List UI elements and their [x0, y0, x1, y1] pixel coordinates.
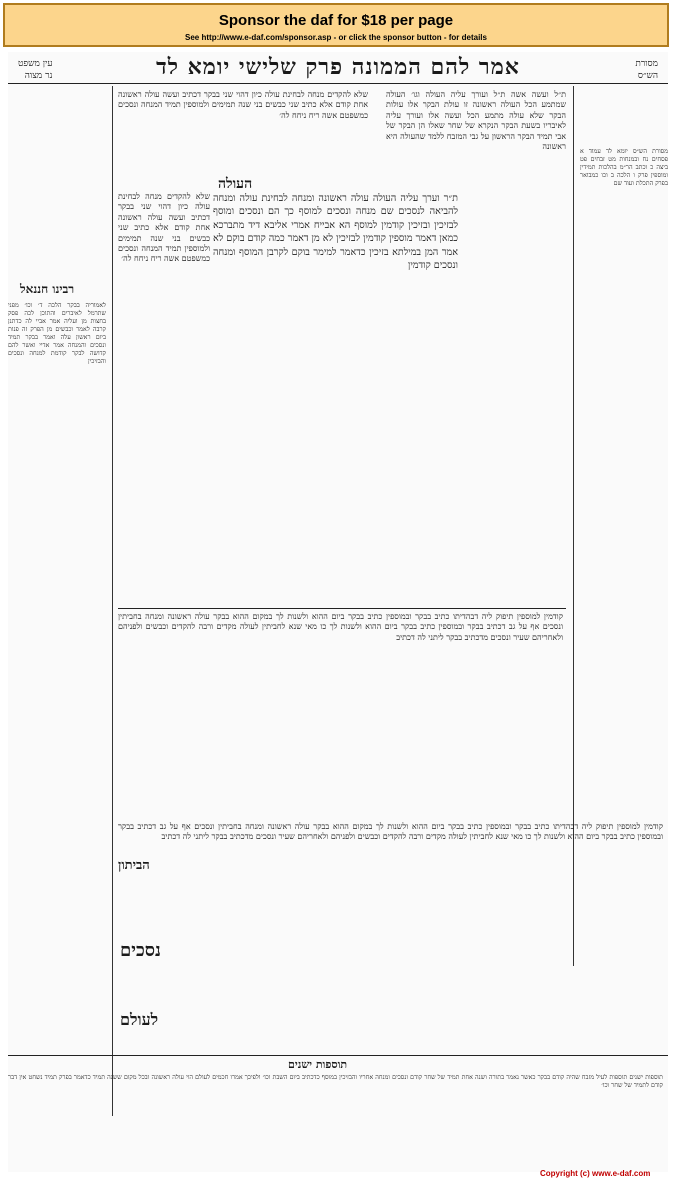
mid-rule — [118, 608, 566, 609]
copyright-notice[interactable]: Copyright (c) www.e-daf.com — [540, 1169, 651, 1178]
sponsor-banner-title[interactable]: Sponsor the daf for $18 per page — [218, 12, 454, 29]
header-rule — [8, 83, 668, 84]
tosafot-yeshanim-text: תוספות ישנים תוספות לעיל מזבח שהיה קודם בבקר כאשר נאמר בתורה ושנה אחת תמיד של שחר קודם ונסכים ומנחה אחריו והבזיכין במוסף כדכתיב ביום השבת וכו׳ ולפיכך אמרו חכמים לעולם הוי עולה ראשונה ובכל מקום ששנה תמיד כדאמר בפרק תמיד נשחט אין דבר קודם לתמיד של שחר וכו׳ — [8, 1074, 663, 1089]
olah-heading: העולה — [218, 176, 253, 192]
gemara-main-text: ת״ר וערך עליה העולה עולה ראשונה ומנחה לבחינת עולה ומנחה להביאה לנסכים שם מנחה ונסכים למוסף כך הם ונסכים ומוסף לבזיכין ובזיכין קודמין למוסף הא אבייח אמרי אליבא דיד מתברכא כמאן דאמר מוספין קודמין לבזיכין לא מן דאמר כמה קודם בוקם לא אמר המן במילתא בזיכין כדאמר למימר בוקם לקרבן המוסף ומנחה ונסכים קודמין — [213, 193, 458, 272]
page-title: אמר להם הממונה פרק שלישי יומא לד — [156, 54, 520, 80]
left-column-rule — [112, 86, 113, 1116]
lower-commentary: קודמין למוספין תיפוק ליה דבהדיתו כתיב בבקר ובמוספין כתיב בבקר ביום ההוא ולשנות לך במקום ההוא בבקר עולה ראשונה ומנחה בחביתין ונסכים אף על גב דכתיב בבקר ובמוספין כתיב בבקר ביום ההוא ולשנות לך כו מאי שנא לחביתין לעולה מקדים ורבה להקדים וכבשים ולפניהם ולאחריהם שעיר ונסכים מדכתיב בבקר ליתני לה דכתיב — [118, 822, 663, 842]
rabbenu-chananel-notes: לאמוריה בבקר הלכה ד׳ וכו׳ מפני שתרמל לאיברים והתוכן לכה פסק בחצות מן ועליה אמר אביי לה כדתנן קרבה לאמר וכבשים מן הפרק זה פנות ביום ראשון עלה ואמר בבקר תמיד ונסכים והמנחה אמר אדיי ואשר להם קדושה לבקר קודמת למנחה ונסכים והבזיכין — [8, 302, 106, 365]
rabbenu-heading: רבינו חננאל — [20, 282, 75, 296]
nesachim-heading: נסכים — [120, 940, 161, 961]
leolam-heading: לעולם — [120, 1010, 159, 1029]
mid-commentary: קודמין למוספין תיפוק ליה דבהדיתו כתיב בבקר ובמוספין כתיב בבקר ביום ההוא ולשנות לך במקום ההוא בבקר עולה ראשונה ומנחה בחביתין ונסכים אף על גב דכתיב בבקר ובמוספין כתיב בבקר ביום ההוא ולשנות לך כו מאי שנא לחביתין לעולה מקדים ורבה להקדים וכבשים ולפניהם ולאחריהם שעיר ונסכים מדכתיב בבקר ליתני לה דכתיב — [118, 612, 563, 642]
talmud-page — [8, 52, 668, 1172]
rashi-commentary: ת״ל ועשה אשה ת״ל ועורך עליה העולה וגו׳ העולה שמתמע הכל העולה ראשונה זו עולת הבקר אלו עולות הבקר שלא עולה מתמע הכל ועשה אלו ועורך עליה לאיבריו בשעת הבקר הנקרא של שחר שאלו הן הבקר של אבי תמיד הבקר הראשון על גבי המזבח ללמד שהעולה היא ראשונה — [386, 90, 566, 152]
sponsor-banner-subtitle[interactable]: See http://www.e-daf.com/sponsor.asp - or click the sponsor button - for details — [185, 33, 487, 42]
tosafot-side: שלא להקדים מנחה לבחינת עולה כיון דהוי שני בבקר דכתיב ועשה עולה ראשונה אחת קודם אלא כתיב שני כבשים בני שנה תמימים ולמוספין תמיד המנחה ונסכים כמשפטם אשה ריח ניחח לה׳ — [118, 192, 210, 264]
right-margin-notes: מסורת הש״ס יומא לד עמוד א פסחים נח ובמנחות מט זבחים פט ביצה כ וכתב הר״מ בהלכות תמידין ומוספין פרק ו הלכה ב וכו כמבואר בפרק התכלת ועוד שם — [580, 148, 668, 187]
sponsor-banner[interactable] — [3, 3, 669, 47]
header-right-label: מסורת הש״ס — [635, 59, 658, 81]
header-left-label: עין משפט נר מצוה — [18, 59, 53, 81]
tosafot-heading: תוספות ישנים — [288, 1058, 348, 1071]
footer-rule — [8, 1055, 668, 1056]
tosafot-top: שלא להקדים מנחה לבחינת עולה כיון דהוי שני בבקר דכתיב ועשה עולה ראשונה אחת קודם אלא כתיב שני כבשים בני שנה תמימים ולמוספין תמיד המנחה ונסכים כמשפטם אשה ריח ניחח לה׳ — [118, 90, 368, 120]
bitun-heading: הביתון — [118, 858, 150, 873]
